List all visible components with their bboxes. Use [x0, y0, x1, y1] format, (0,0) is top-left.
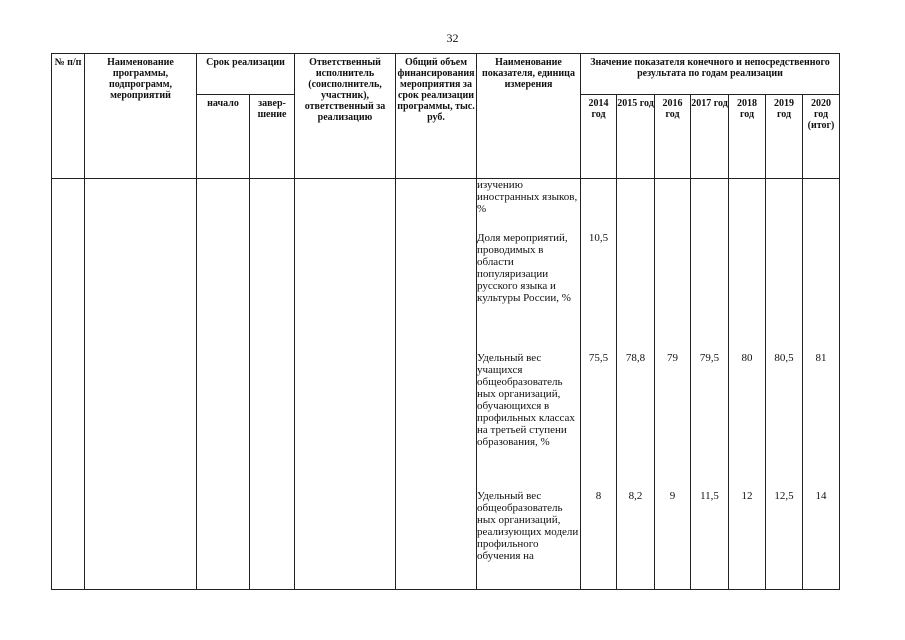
cell-values-2019	[766, 179, 803, 590]
indicator-name: Доля мероприятий, проводимых в области популяризации русского языка и культуры России, %	[477, 232, 571, 304]
header-term-end: завер-шение	[250, 95, 295, 179]
value-cell: 11,5	[700, 490, 719, 502]
cell-executor	[295, 179, 396, 590]
cell-values-2017	[691, 179, 729, 590]
header-number: № п/п	[52, 54, 85, 179]
value-cell: 14	[815, 490, 827, 502]
value-cell: 79	[667, 352, 678, 364]
page-number: 32	[446, 31, 459, 45]
header-year-2020: 2020 год (итог)	[803, 95, 840, 179]
value-cell: 12	[741, 490, 753, 502]
value-cell: 8,2	[628, 490, 643, 502]
header-values-group: Значение показателя конечного и непосредственного результата по годам реализации	[581, 54, 840, 95]
indicator-table	[51, 53, 840, 590]
cell-number	[52, 179, 85, 590]
cell-values-2014	[581, 179, 617, 590]
indicator-name: изучению иностранных языков, %	[477, 179, 578, 215]
value-cell: 78,8	[625, 352, 646, 364]
header-executor: Ответственный исполнитель (соисполнитель, участник), ответственный за реализацию	[295, 54, 396, 179]
value-cell: 9	[669, 490, 676, 502]
header-term-start: начало	[197, 95, 250, 179]
value-cell: 8	[595, 490, 602, 502]
value-cell: 10,5	[588, 232, 609, 244]
cell-values-2020	[803, 179, 840, 590]
indicator-name: Удельный вес общеобразователь ных организаций, реализующих модели профильного обучения на	[477, 490, 579, 562]
cell-term-start	[197, 179, 250, 590]
header-year-2014: 2014 год	[581, 95, 617, 179]
value-cell: 79,5	[699, 352, 720, 364]
indicator-name: Удельный вес учащихся общеобразователь ных организаций, обучающихся в профильных классах на третьей ступени образования, %	[477, 352, 575, 448]
header-year-2017: 2017 год	[691, 95, 729, 179]
cell-program	[85, 179, 197, 590]
cell-term-end	[250, 179, 295, 590]
value-cell: 80,5	[774, 352, 794, 364]
header-year-2018: 2018 год	[729, 95, 766, 179]
value-cell: 80	[741, 352, 753, 364]
value-cell: 81	[815, 352, 827, 364]
header-year-2016: 2016 год	[655, 95, 691, 179]
header-funding: Общий объем финансирования мероприятия за срок реализации программы, тыс. руб.	[396, 54, 477, 179]
cell-indicators	[477, 179, 581, 590]
value-cell: 12,5	[774, 490, 794, 502]
header-indicator: Наименование показателя, единица измерения	[477, 54, 581, 179]
cell-values-2016	[655, 179, 691, 590]
table-row	[52, 179, 840, 590]
header-term: Срок реализации	[197, 54, 295, 95]
header-program: Наименование программы, подпрограмм, мероприятий	[85, 54, 197, 179]
cell-values-2015	[617, 179, 655, 590]
header-year-2015: 2015 год	[617, 95, 655, 179]
cell-funding	[396, 179, 477, 590]
header-year-2019: 2019 год	[766, 95, 803, 179]
cell-values-2018	[729, 179, 766, 590]
value-cell: 75,5	[588, 352, 609, 364]
